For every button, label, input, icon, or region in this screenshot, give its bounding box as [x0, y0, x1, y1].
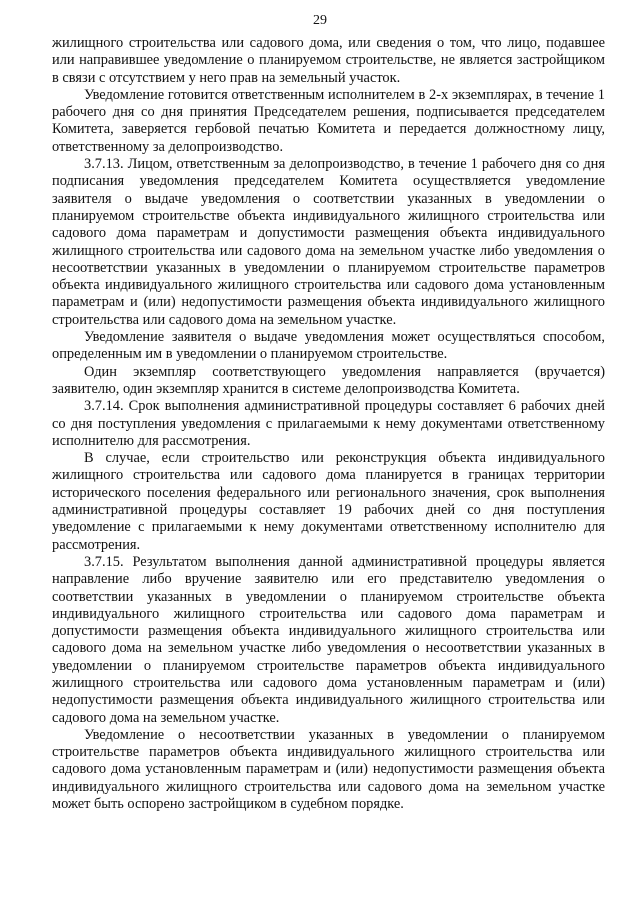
- page-number: 29: [313, 13, 327, 28]
- paragraph-continuation: жилищного строительства или садового дома, или сведения о том, что лицо, подавшее или направившее уведомление о планируемом строительстве, не является застройщиком в связи с отсутствием у него прав на земельный участок.: [52, 35, 605, 86]
- paragraph-appeal: Уведомление о несоответствии указанных в уведомлении о планируемом строительстве параметров объекта индивидуального жилищного строительства или садового дома установленным параметрам и (или) недопустимости размещения объекта индивидуального жилищного строительства или садового дома на земельном участке может быть оспорено застройщиком в судебном порядке.: [52, 726, 605, 813]
- paragraph-3-7-14: 3.7.14. Срок выполнения административной процедуры составляет 6 рабочих дней со дня поступления уведомления с прилагаемыми к нему документами ответственному исполнителю для рассмотрения.: [52, 398, 605, 449]
- paragraph-copies: Один экземпляр соответствующего уведомления направляется (вручается) заявителю, один экземпляр хранится в системе делопроизводства Комитета.: [52, 363, 605, 397]
- document-body: [52, 35, 605, 813]
- paragraph-notice-preparation: Уведомление готовится ответственным исполнителем в 2-х экземплярах, в течение 1 рабочего дня со дня принятия Председателем решения, подписывается председателем Комитета, заверяется гербовой печатью Комитета и передается должностному лицу, ответственному за делопроизводство.: [52, 86, 605, 155]
- paragraph-3-7-13: 3.7.13. Лицом, ответственным за делопроизводство, в течение 1 рабочего дня со дня подписания уведомления председателем Комитета осуществляется уведомление заявителя о выдаче уведомления о соответствии указанных в уведомлении о планируемом строительстве объекта индивидуального жилищного строительства или садового дома параметрам и допустимости размещения объекта индивидуального жилищного строительства или садового дома на земельном участке либо уведомления о несоответствии указанных в уведомлении о планируемом строительстве параметров объекта индивидуального жилищного строительства или садового дома установленным параметрам и (или) недопустимости размещения объекта индивидуального жилищного строительства или садового дома на земельном участке.: [52, 156, 605, 328]
- paragraph-historical-settlement: В случае, если строительство или реконструкция объекта индивидуального жилищного строительства или садового дома планируется в границах территории исторического поселения федерального или регионального значения, срок выполнения административной процедуры составляет 19 рабочих дней со дня поступления уведомление с прилагаемыми к нему документами ответственному исполнителю для рассмотрения.: [52, 450, 605, 553]
- paragraph-notification-method: Уведомление заявителя о выдаче уведомления может осуществляться способом, определенным им в уведомлении о планируемом строительстве.: [52, 329, 605, 363]
- paragraph-3-7-15: 3.7.15. Результатом выполнения данной административной процедуры является направление либо вручение заявителю или его представителю уведомления о соответствии указанных в уведомлении о планируемом строительстве объекта индивидуального жилищного строительства или садового дома параметрам и допустимости размещения объекта индивидуального жилищного строительства или садового дома на земельном участке либо уведомления о несоответствии указанных в уведомлении о планируемом строительстве параметров объекта индивидуального жилищного строительства или садового дома установленным параметрам и (или) недопустимости размещения объекта индивидуального жилищного строительства или садового дома на земельном участке.: [52, 553, 605, 726]
